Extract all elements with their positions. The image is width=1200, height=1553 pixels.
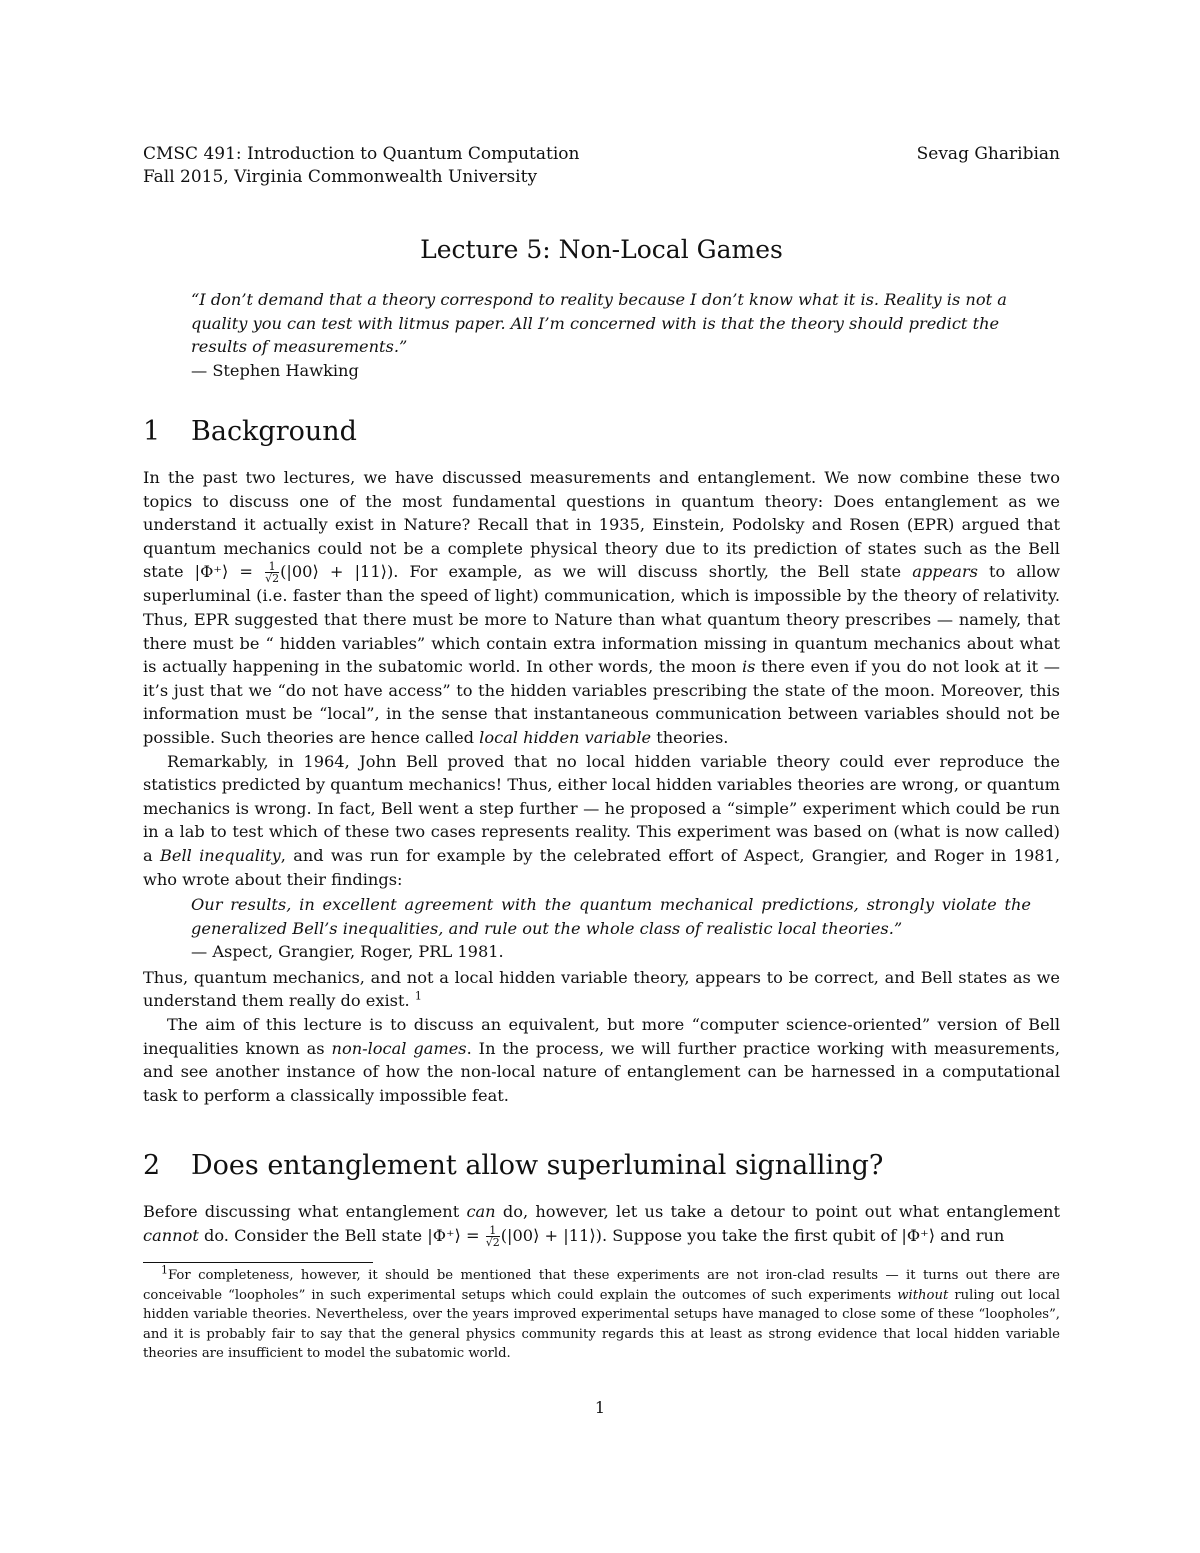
- term-line: Fall 2015, Virginia Commonwealth University: [143, 167, 538, 187]
- section-body-signalling: [143, 1200, 1060, 1248]
- fraction: $\frac{1}{√2}$: [265, 560, 280, 586]
- paragraph: Thus, quantum mechanics, and not a local hidden variable theory, appears to be correct, and Bell states as we understand them really do exist. $^1$: [143, 967, 1060, 1011]
- footnote-mark: 1: [161, 1263, 168, 1277]
- paragraph: Remarkably, in 1964, John Bell proved that no local hidden variable theory could ever reproduce the statistics predicted by quantum mechanics! Thus, either local hidden variables theories are wrong, or quantum mechanics is wrong. In fact, Bell went a step further — he proposed a “simple” experiment which could be run in a lab to test which of these two cases represents reality. This experiment was based on (what is now called) a Bell inequality, and was run for example by the celebrated effort of Aspect, Grangier, and Roger in 1981, who wrote about their findings:: [143, 751, 1060, 889]
- section-title: Background: [191, 416, 357, 447]
- epigraph-attribution: — Stephen Hawking: [191, 360, 359, 380]
- epigraph: [191, 288, 1021, 382]
- section-title: Does entanglement allow superluminal signalling?: [191, 1150, 884, 1181]
- course-title: CMSC 491: Introduction to Quantum Computation: [143, 144, 580, 164]
- fraction: $\frac{1}{√2}$: [485, 1223, 500, 1249]
- footnote-marker[interactable]: 1: [414, 990, 422, 1004]
- section-number: 1: [143, 416, 161, 447]
- page-number: 1: [594, 1398, 606, 1417]
- page-header: [143, 143, 1060, 189]
- author-name: Sevag Gharibian: [916, 144, 1060, 164]
- epigraph-quote: “I don’t demand that a theory correspond to reality because I don’t know what it is. Reality is not a quality you can test with litmus paper. All I’m concerned with is that the theory should predict the results of measurements.”: [191, 290, 1007, 356]
- footnote: $^1$For completeness, however, it should be mentioned that these experiments are not iron-clad results — it turns out there are conceivable “loopholes” in such experimental setups which could explain the outcomes of such experiments without ruling out local hidden variable theories. Nevertheless, over the years improved experimental setups have managed to close some of these “loopholes”, and it is probably fair to say that the general physics community regards this at least as strong evidence that local hidden variable theories are insufficient to model the subatomic world.: [143, 1263, 1060, 1361]
- paragraph: In the past two lectures, we have discussed measurements and entanglement. We now combine these two topics to discuss one of the most fundamental questions in quantum theory: Does entanglement as we understand it actually exist in Nature? Recall that in 1935, Einstein, Podolsky and Rosen (EPR) argued that quantum mechanics could not be a complete physical theory due to its prediction of states such as the Bell state |Φ⁺⟩ = $\frac{1}{√2}$ (|00⟩ + |11⟩). For example, as we will discuss shortly, the Bell state appears to allow superluminal (i.e. faster than the speed of light) communication, which is impossible by the theory of relativity. Thus, EPR suggested that there must be more to Nature than what quantum theory prescribes — namely, that there must be “ hidden variables” which contain extra information missing in quantum mechanics about what is actually happening in the subatomic world. In other words, the moon is there even if you do not look at it — it’s just that we “do not have access” to the hidden variables prescribing the state of the moon. Moreover, this information must be “local”, in the sense that instantaneous communication between variables should not be possible. Such theories are hence called local hidden variable theories.: [143, 468, 1060, 747]
- footnote-rule: [143, 1262, 373, 1263]
- section-number: 2: [143, 1150, 161, 1181]
- block-quote: [191, 893, 1031, 964]
- lecture-title: Lecture 5: Non-Local Games: [420, 235, 783, 264]
- section-heading-background: [143, 415, 1060, 449]
- block-quote-text: Our results, in excellent agreement with the quantum mechanical predictions, strongly violate the generalized Bell’s inequalities, and rule out the whole class of realistic local theories.”: [191, 895, 1031, 938]
- section-body-background: [143, 466, 1060, 1107]
- paragraph: Before discussing what entanglement can do, however, let us take a detour to point out what entanglement cannot do. Consider the Bell state |Φ⁺⟩ = $\frac{1}{√2}$ (|00⟩ + |11⟩). Suppose you take the first qubit of |Φ⁺⟩ and run: [143, 1202, 1060, 1249]
- section-heading-signalling: [143, 1149, 1060, 1183]
- paragraph: The aim of this lecture is to discuss an equivalent, but more “computer science-oriented” version of Bell inequalities known as non-local games. In the process, we will further practice working with measurements, and see another instance of how the non-local nature of entanglement can be harnessed in a computational task to perform a classically impossible feat.: [143, 1015, 1060, 1105]
- block-quote-attribution: — Aspect, Grangier, Roger, PRL 1981.: [191, 942, 504, 962]
